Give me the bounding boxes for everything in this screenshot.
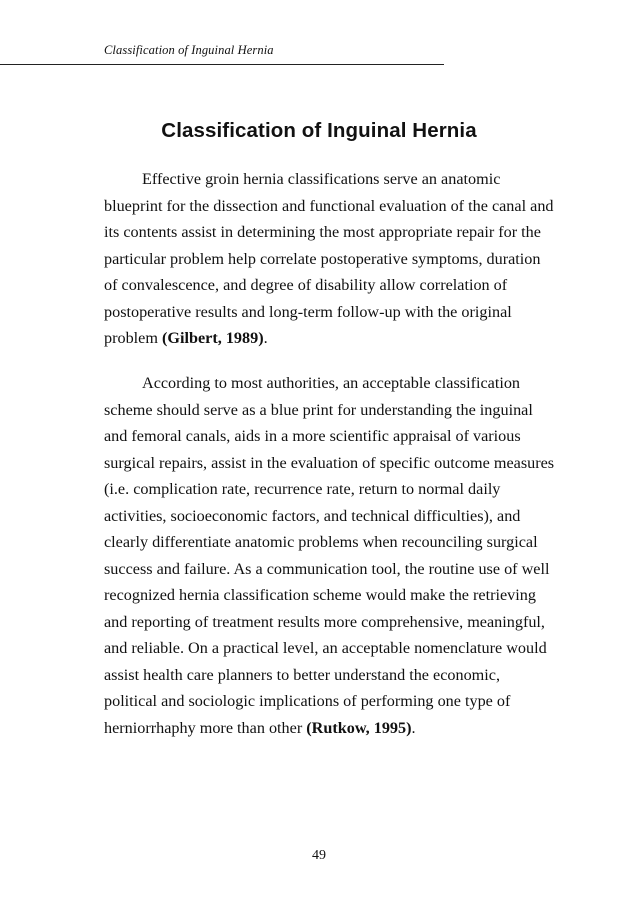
text-fragment: herniorrhaphy more than other (104, 718, 307, 737)
text-fragment: . (263, 329, 268, 347)
text-fragment: . (411, 718, 416, 737)
text-line: According to most authorities, an acceptable classification (142, 374, 521, 392)
citation-rutkow-1995: (Rutkow, 1995) (306, 718, 412, 737)
text-line: scheme should serve as a blue print for understanding the inguinal (104, 400, 533, 419)
text-line: postoperative results and long-term follow-up with the original (104, 302, 512, 321)
text-line: Effective groin hernia classifications serve an anatomic (142, 170, 501, 188)
text-line: surgical repairs, assist in the evaluation of specific outcome measures (104, 453, 555, 472)
text-line: clearly differentiate anatomic problems when recounciling surgical (104, 533, 538, 551)
text-line-last (104, 715, 558, 742)
text-line: activities, socioeconomic factors, and technical difficulties), and (104, 506, 521, 525)
text-line: and reliable. On a practical level, an acceptable nomenclature would (104, 639, 547, 657)
text-line: blueprint for the dissection and functional evaluation of the canal and (104, 196, 554, 215)
citation-gilbert-1989: (Gilbert, 1989) (162, 329, 264, 347)
text-line: (i.e. complication rate, recurrence rate, return to normal daily (104, 480, 501, 498)
text-fragment: problem (104, 329, 162, 347)
page-number: 49 (312, 848, 326, 863)
text-line: of convalescence, and degree of disability allow correlation of (104, 276, 508, 294)
text-line: assist health care planners to better understand the economic, (104, 665, 501, 684)
text-line-last (104, 325, 558, 352)
paragraph-1 (104, 166, 558, 352)
text-line: its contents assist in determining the most appropriate repair for the (104, 223, 541, 241)
text-line: and femoral canals, aids in a more scientific appraisal of various (104, 427, 521, 445)
running-header: Classification of Inguinal Hernia (104, 43, 274, 57)
page-title: Classification of Inguinal Hernia (161, 119, 477, 142)
text-line: and reporting of treatment results more comprehensive, meaningful, (104, 612, 545, 631)
text-line: particular problem help correlate postoperative symptoms, duration (104, 249, 541, 268)
text-line: recognized hernia classification scheme would make the retrieving (104, 586, 536, 604)
paragraph-2 (104, 370, 558, 741)
text-line: success and failure. As a communication tool, the routine use of well (104, 559, 550, 578)
header-rule (0, 64, 444, 65)
text-line: political and sociologic implications of performing one type of (104, 692, 511, 710)
